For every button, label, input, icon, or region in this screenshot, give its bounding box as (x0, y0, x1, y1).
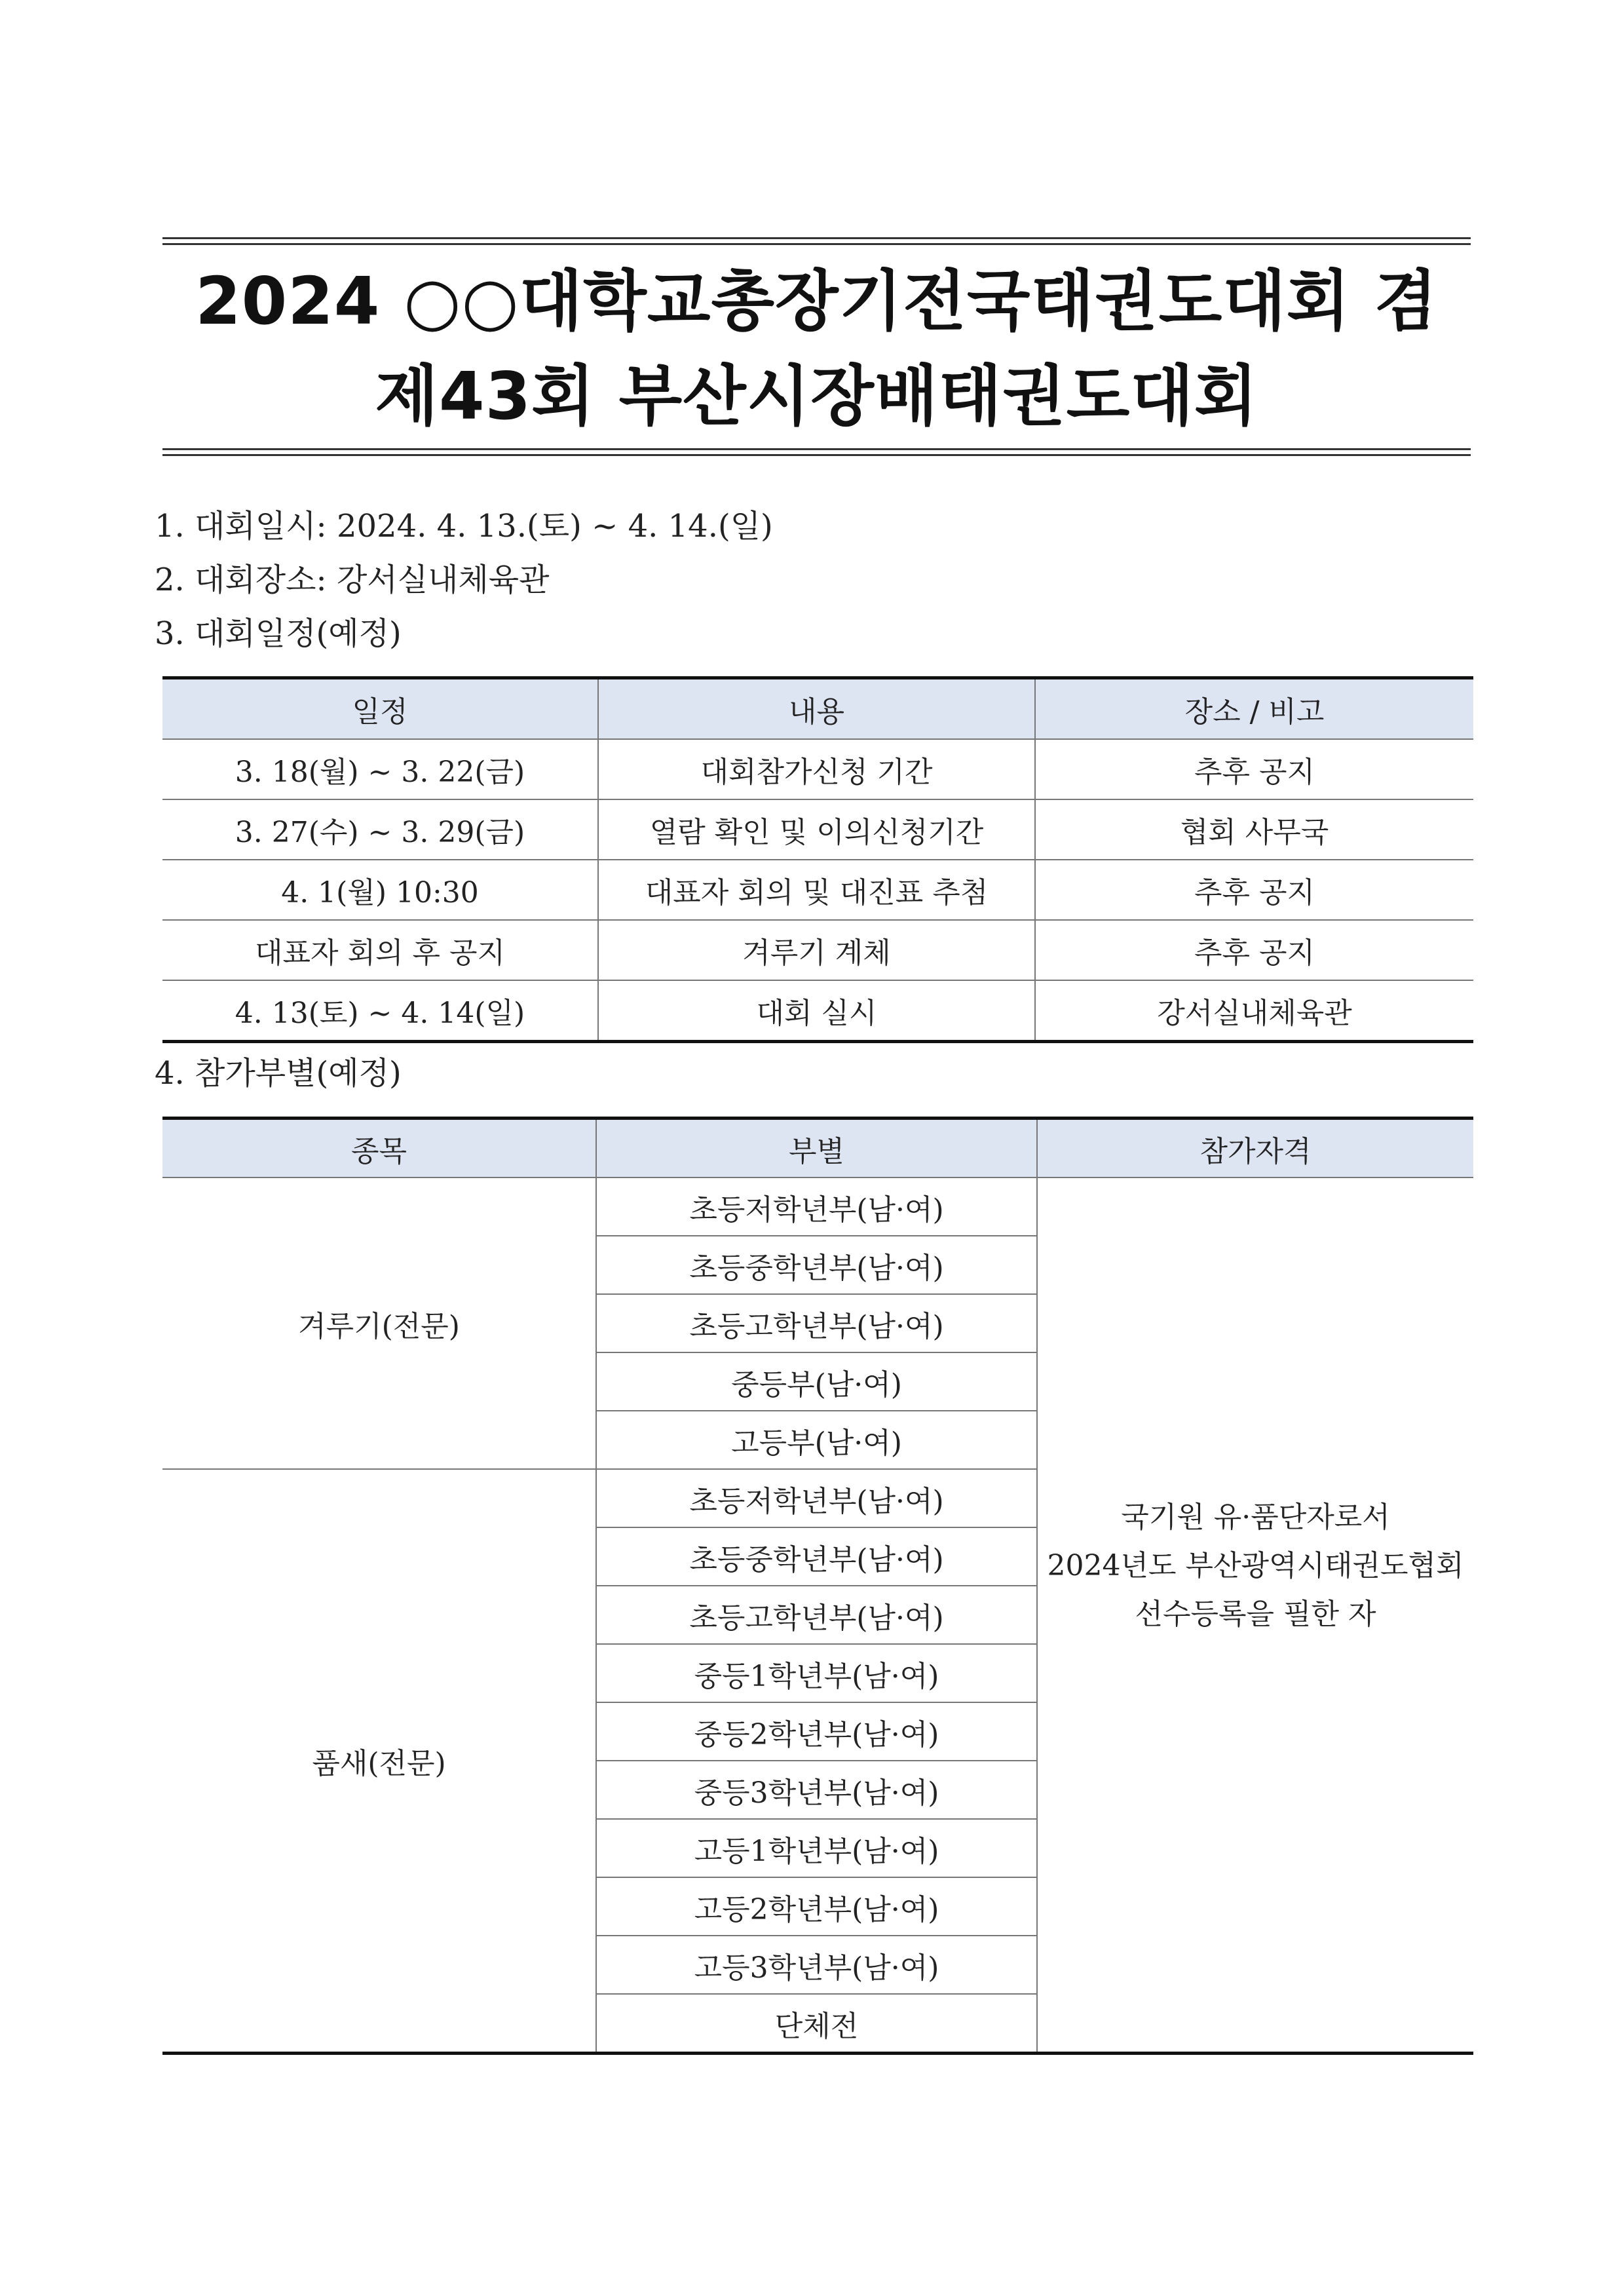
schedule-venue: 강서실내체육관 (1035, 980, 1473, 1042)
info-date: 1. 대회일시: 2024. 4. 13.(토) ~ 4. 14.(일) (155, 508, 773, 545)
qualification-cell (1037, 1177, 1473, 2054)
schedule-date: 대표자 회의 후 공지 (162, 920, 598, 980)
division-header-event: 종목 (162, 1119, 596, 1178)
division-category: 초등중학년부(남·여) (596, 1236, 1037, 1294)
division-category: 고등부(남·여) (596, 1411, 1037, 1469)
schedule-content: 대표자 회의 및 대진표 추첨 (598, 860, 1035, 920)
qualification-line: 2024년도 부산광역시태권도협회 (1047, 1548, 1464, 1582)
table-row (162, 860, 1473, 920)
qualification-line: 국기원 유·품단자로서 (1121, 1500, 1390, 1534)
schedule-content: 대회참가신청 기간 (598, 739, 1035, 799)
division-category: 고등1학년부(남·여) (596, 1819, 1037, 1877)
schedule-date: 4. 1(월) 10:30 (162, 860, 598, 920)
division-category: 초등저학년부(남·여) (596, 1177, 1037, 1236)
schedule-venue: 추후 공지 (1035, 920, 1473, 980)
division-header-qualification: 참가자격 (1037, 1119, 1473, 1178)
info-venue: 2. 대회장소: 강서실내체육관 (155, 562, 550, 598)
division-category: 초등고학년부(남·여) (596, 1294, 1037, 1352)
schedule-content: 겨루기 계체 (598, 920, 1035, 980)
title-top-rule (162, 237, 1471, 245)
schedule-header-date: 일정 (162, 678, 598, 740)
schedule-venue: 추후 공지 (1035, 739, 1473, 799)
table-row (162, 920, 1473, 980)
division-category: 초등중학년부(남·여) (596, 1527, 1037, 1586)
table-row (162, 799, 1473, 860)
division-header-row (162, 1119, 1473, 1178)
event-name-poomsae: 품새(전문) (162, 1469, 596, 2054)
table-row (162, 1177, 1473, 1236)
division-category: 중등3학년부(남·여) (596, 1761, 1037, 1819)
table-row (162, 739, 1473, 799)
page-title-line1: 2024 ○○대학교총장기전국태권도대회 겸 (195, 263, 1438, 339)
division-category: 초등고학년부(남·여) (596, 1586, 1037, 1644)
division-category: 고등2학년부(남·여) (596, 1877, 1037, 1936)
schedule-header-row (162, 678, 1473, 740)
info-divisions-heading: 4. 참가부별(예정) (155, 1055, 402, 1092)
title-bottom-rule (162, 448, 1471, 456)
table-row (162, 980, 1473, 1042)
division-category: 초등저학년부(남·여) (596, 1469, 1037, 1527)
schedule-date: 4. 13(토) ~ 4. 14(일) (162, 980, 598, 1042)
division-category: 중등부(남·여) (596, 1352, 1037, 1411)
division-category: 단체전 (596, 1994, 1037, 2054)
schedule-date: 3. 27(수) ~ 3. 29(금) (162, 799, 598, 860)
page-title-line2: 제43회 부산시장배태권도대회 (375, 358, 1258, 434)
info-schedule-heading: 3. 대회일정(예정) (155, 615, 402, 652)
qualification-line: 선수등록을 필한 자 (1135, 1597, 1376, 1631)
schedule-date: 3. 18(월) ~ 3. 22(금) (162, 739, 598, 799)
division-category: 중등2학년부(남·여) (596, 1702, 1037, 1761)
schedule-content: 대회 실시 (598, 980, 1035, 1042)
schedule-venue: 추후 공지 (1035, 860, 1473, 920)
division-category: 중등1학년부(남·여) (596, 1644, 1037, 1702)
division-category: 고등3학년부(남·여) (596, 1936, 1037, 1994)
schedule-header-venue: 장소 / 비고 (1035, 678, 1473, 740)
schedule-venue: 협회 사무국 (1035, 799, 1473, 860)
division-table (162, 1117, 1473, 2055)
schedule-content: 열람 확인 및 이의신청기간 (598, 799, 1035, 860)
schedule-table (162, 676, 1473, 1043)
event-name-kyorugi: 겨루기(전문) (162, 1177, 596, 1469)
schedule-header-content: 내용 (598, 678, 1035, 740)
division-header-category: 부별 (596, 1119, 1037, 1178)
